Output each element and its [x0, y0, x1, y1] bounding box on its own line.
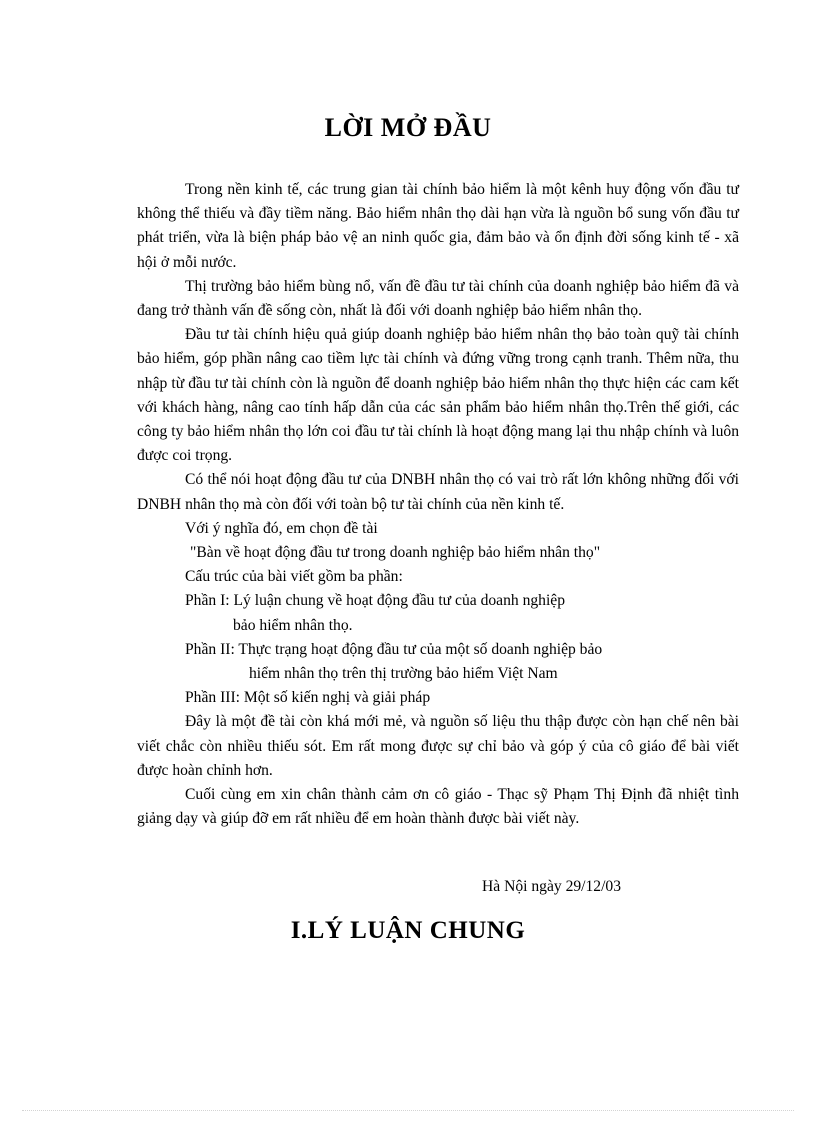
paragraph: Trong nền kinh tế, các trung gian tài chính bảo hiểm là một kênh huy động vốn đầu tư không thể thiếu và đầy tiềm năng. Bảo hiểm nhân thọ dài hạn vừa là nguồn bổ sung vốn đầu tư phát triển, vừa là biện pháp bảo vệ an ninh quốc gia, đảm bảo và ổn định đời sống kinh tế - xã hội ở mỗi nước. [137, 181, 739, 271]
part-2-line2: hiểm nhân thọ trên thị trường bảo hiểm Việt Nam [249, 665, 558, 683]
topic-intro: Với ý nghĩa đó, em chọn đề tài [185, 519, 378, 537]
paragraph: Đầu tư tài chính hiệu quả giúp doanh nghiệp bảo hiểm nhân thọ bảo toàn quỹ tài chính bảo hiểm, góp phần nâng cao tiềm lực tài chính và đứng vững trong cạnh tranh. Thêm nữa, thu nhập từ đầu tư tài chính còn là nguồn để doanh nghiệp bảo hiểm nhân thọ thực hiện các cam kết với khách hàng, nâng cao tính hấp dẫn của các sản phẩm bảo hiểm nhân thọ.Trên thế giới, các công ty bảo hiểm nhân thọ lớn coi đầu tư tài chính là hoạt động mang lại thu nhập chính và luôn được coi trọng. [137, 326, 739, 465]
page-bottom-divider [22, 1110, 794, 1111]
document-body [137, 178, 739, 831]
part-1-line1: Phần I: Lý luận chung về hoạt động đầu tư của doanh nghiệp [185, 592, 566, 610]
date-line: Hà Nội ngày 29/12/03 [482, 878, 622, 895]
part-1-line2: bảo hiểm nhân thọ. [233, 616, 353, 634]
part-2-line1: Phần II: Thực trạng hoạt động đầu tư của một số doanh nghiệp bảo [185, 640, 603, 658]
topic-title: "Bàn về hoạt động đầu tư trong doanh nghiệp bảo hiểm nhân thọ" [190, 544, 601, 562]
part-3-line1: Phần III: Một số kiến nghị và giải pháp [185, 689, 431, 707]
closing-paragraph: Đây là một đề tài còn khá mới mẻ, và nguồn số liệu thu thập được còn hạn chế nên bài viết chắc còn nhiều thiếu sót. Em rất mong được sự chỉ bảo và góp ý của cô giáo để bài viết được hoàn chỉnh hơn. [137, 713, 739, 779]
structure-intro: Cấu trúc của bài viết gồm ba phần: [185, 568, 403, 586]
section-heading: I.LÝ LUẬN CHUNG [290, 917, 526, 944]
paragraph: Thị trường bảo hiểm bùng nổ, vấn đề đầu tư tài chính của doanh nghiệp bảo hiểm đã và đang trở thành vấn đề sống còn, nhất là đối với doanh nghiệp bảo hiểm nhân thọ. [137, 277, 739, 320]
closing-paragraph: Cuối cùng em xin chân thành cảm ơn cô giáo - Thạc sỹ Phạm Thị Định đã nhiệt tình giảng dạy và giúp đỡ em rất nhiều để em hoàn thành được bài viết này. [137, 786, 739, 828]
page-title: LỜI MỞ ĐẦU [324, 113, 492, 142]
paragraph: Có thể nói hoạt động đầu tư của DNBH nhân thọ có vai trò rất lớn không những đối với DNBH nhân thọ mà còn đối với toàn bộ tư tài chính của nền kinh tế. [137, 471, 739, 513]
